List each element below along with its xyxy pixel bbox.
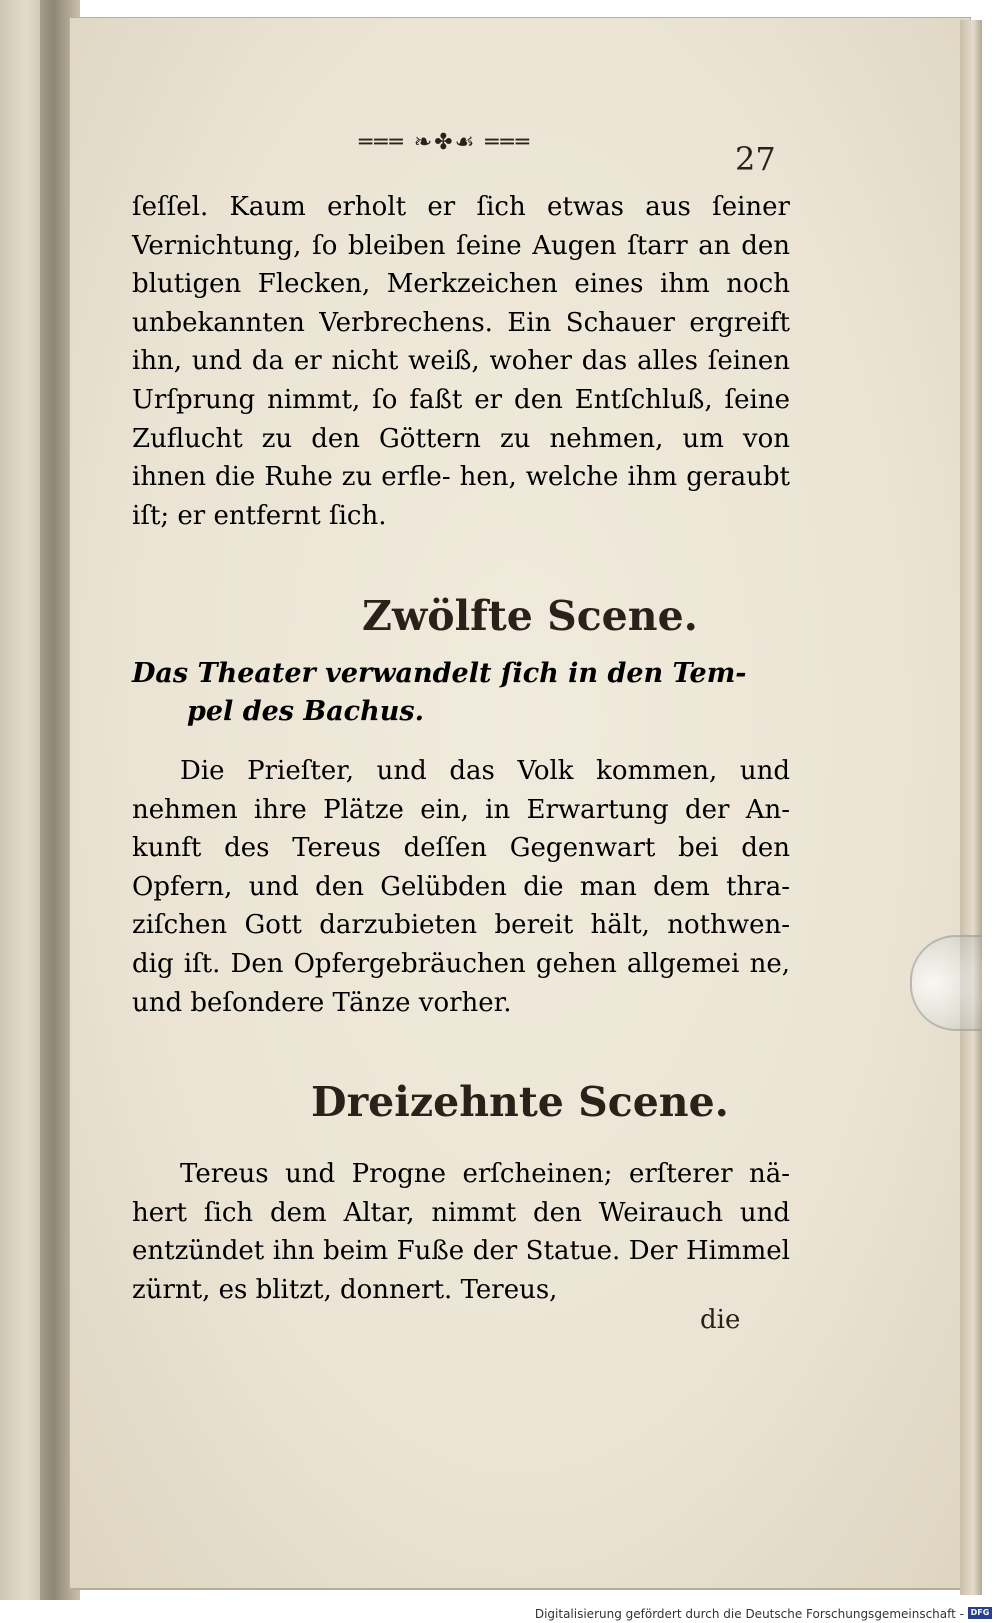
stage-direction [132,655,790,731]
catchword: die [700,1305,741,1335]
page-stack-edge [960,20,982,1595]
scene-heading-twelfth: Zwölfte Scene. [362,592,698,640]
scene-heading-thirteenth: Dreizehnte Scene. [311,1078,729,1126]
stage-direction-line-1: Das Theater verwandelt ſich in den Tem- [132,658,747,689]
page-number: 27 [735,140,776,178]
paragraph-priests: Die Prieſter, und das Volk kommen, und nehmen ihre Plätze ein, in Erwartung der An- kunft des Tereus deſſen Gegenwart bei den Opfern, und den Gelübden die man dem thra- ziſchen Gott darzubieten bereit hält, nothwen- dig iſt. Den Opfergebräuchen gehen allgemei ne, und beſondere Tänze vorher. [132,756,790,1018]
funding-credit: Digitalisierung gefördert durch die Deutsche Forschungsgemeinschaft - [534,1607,964,1621]
header-ornament: ═══ ❧✤☙ ═══ [358,130,532,155]
dfg-logo-icon: DFG [968,1607,992,1619]
paragraph-continued: ſeſſel. Kaum erholt er ſich etwas aus ſeiner Vernichtung, ſo bleiben ſeine Augen ſtarr an den blutigen Flecken, Merkzeichen eines ihm noch unbekannten Verbrechens. Ein Schauer ergreift ihn, und da er nicht weiß, woher das alles ſeinen Urſprung nimmt, ſo faßt er den Entſchluß, ſeine Zuflucht zu den Göttern zu nehmen, um von ihnen die Ruhe zu erfle- hen, welche ihm geraubt iſt; er entfernt ſich. [132,192,790,531]
paragraph-tereus: Tereus und Progne erſcheinen; erſterer nä- hert ſich dem Altar, nimmt den Weirauch und entzündet ihn beim Fuße der Statue. Der Himmel zürnt, es blitzt, donnert. Tereus, [132,1159,790,1305]
stage-direction-line-2: pel des Bachus. [187,696,424,727]
footer-bar [0,1603,1000,1623]
